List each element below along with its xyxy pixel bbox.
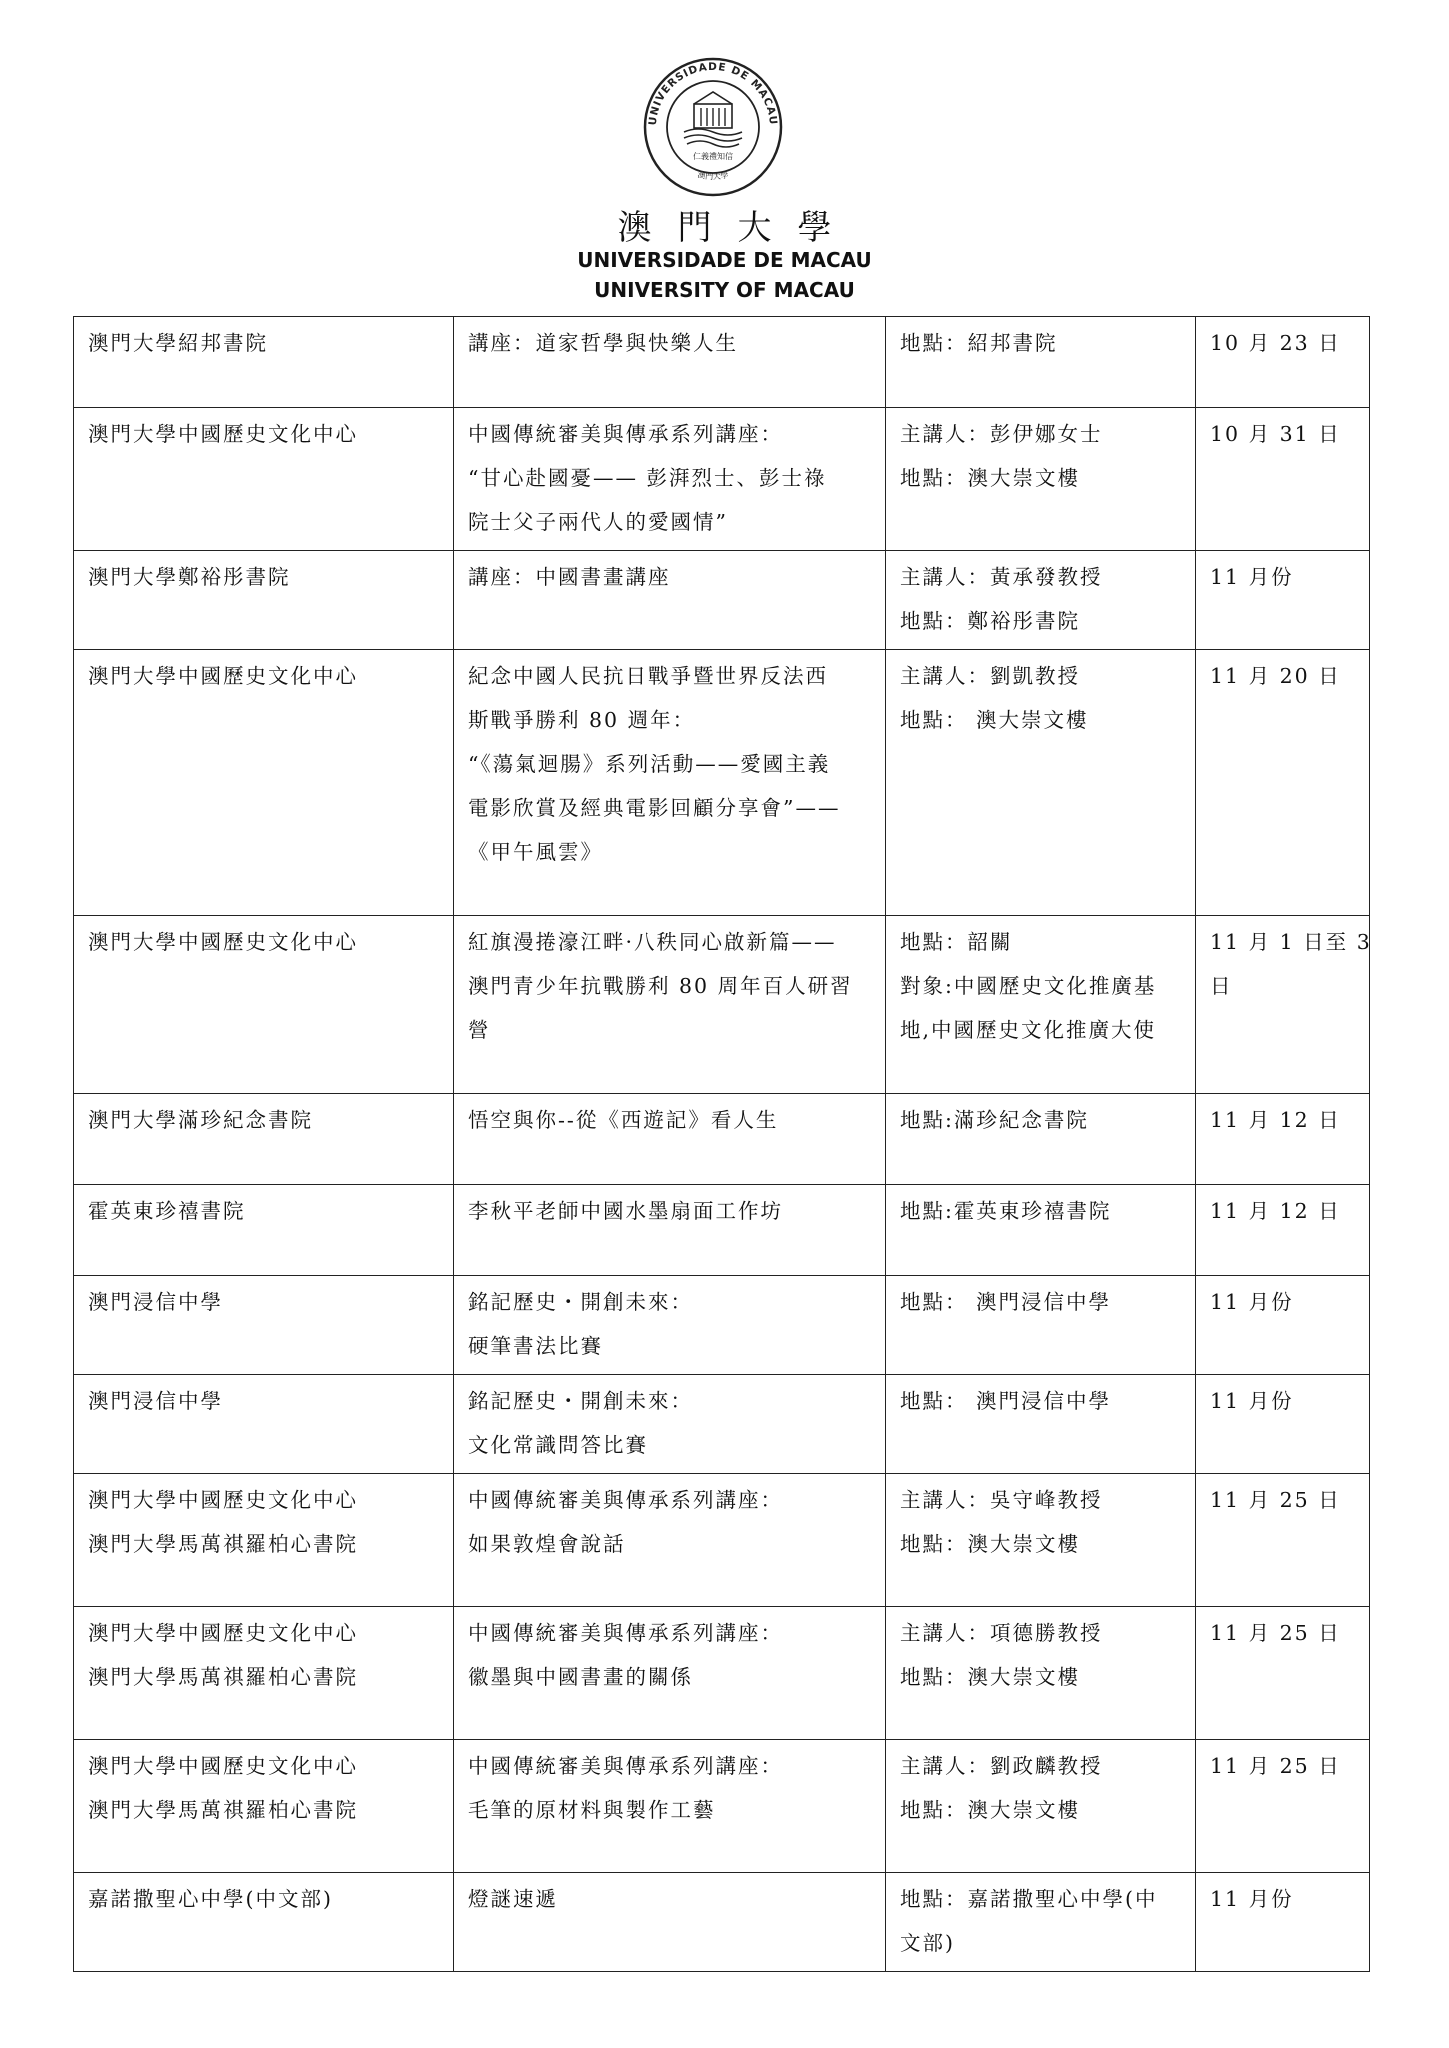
cell-text-line: 中國傳統審美與傳承系列講座： [468,1621,783,1645]
info-cell [886,317,1196,408]
activity-cell [454,916,886,1094]
table-row [74,1375,1370,1474]
organizer-cell [74,408,454,551]
info-cell [886,1474,1196,1607]
cell-text-line: 燈謎速遞 [468,1887,558,1911]
cell-text-line: 主講人：項德勝教授 [900,1621,1103,1645]
cell-text-line: 主講人：劉凱教授 [900,664,1080,688]
cell-text-line: 中國傳統審美與傳承系列講座： [468,1754,783,1778]
cell-text-line: 地點：嘉諾撒聖心中學(中 [900,1887,1158,1911]
info-cell [886,408,1196,551]
activity-cell [454,317,886,408]
activity-cell [454,1740,886,1873]
cell-text-line: 中國傳統審美與傳承系列講座： [468,422,783,446]
cell-text-line: 地點：韶關 [900,930,1013,954]
cell-text-line: 文化常識問答比賽 [468,1433,648,1457]
cell-text-line: 11 月 20 日 [1210,664,1341,688]
cell-text-line: 地點：澳大崇文樓 [900,1665,1080,1689]
cell-text-line: 地點：澳大崇文樓 [900,1532,1080,1556]
cell-text-line: 11 月 12 日 [1210,1108,1341,1132]
date-cell [1196,916,1370,1094]
cell-text-line: 地點:滿珍紀念書院 [900,1108,1089,1132]
cell-text-line: 11 月 12 日 [1210,1199,1341,1223]
table-row [74,1185,1370,1276]
cell-text-line: 悟空與你--從《西遊記》看人生 [468,1108,779,1132]
svg-text:澳門大學: 澳門大學 [696,170,730,182]
cell-text-line: 霍英東珍禧書院 [88,1199,246,1223]
university-name-en: UNIVERSITY OF MACAU [594,278,855,302]
events-table [73,316,1370,1972]
cell-text-line: 澳門大學中國歷史文化中心 [88,1754,358,1778]
cell-text-line: 澳門青少年抗戰勝利 80 周年百人研習 [468,974,853,998]
cell-text-line: 11 月份 [1210,1290,1294,1314]
organizer-cell [74,1375,454,1474]
info-cell [886,1185,1196,1276]
cell-text-line: 《甲午風雲》 [468,840,603,864]
cell-text-line: 徽墨與中國書畫的關係 [468,1665,693,1689]
cell-text-line: 主講人：黃承發教授 [900,565,1103,589]
organizer-cell [74,1607,454,1740]
cell-text-line: 地點:霍英東珍禧書院 [900,1199,1112,1223]
university-name-zh: 澳門大學 [617,208,858,248]
date-cell [1196,1607,1370,1740]
date-cell [1196,650,1370,916]
cell-text-line: 10 月 23 日 [1210,331,1341,355]
activity-cell [454,650,886,916]
activity-cell [454,1873,886,1972]
organizer-cell [74,916,454,1094]
cell-text-line: “《蕩氣迴腸》系列活動——愛國主義 [468,752,831,776]
info-cell [886,650,1196,916]
cell-text-line: 地點：鄭裕彤書院 [900,609,1080,633]
info-cell [886,916,1196,1094]
date-cell [1196,1873,1370,1972]
activity-cell [454,1185,886,1276]
cell-text-line: 紅旗漫捲濠江畔·八秩同心啟新篇—— [468,930,837,954]
cell-text-line: 嘉諾撒聖心中學(中文部) [88,1887,333,1911]
table-row [74,1873,1370,1972]
organizer-cell [74,1185,454,1276]
cell-text-line: 日 [1210,974,1233,998]
organizer-cell [74,317,454,408]
cell-text-line: 主講人：劉政麟教授 [900,1754,1103,1778]
cell-text-line: 澳門大學馬萬祺羅柏心書院 [88,1532,358,1556]
cell-text-line: 講座：中國書畫講座 [468,565,671,589]
info-cell [886,1094,1196,1185]
cell-text-line: 澳門大學紹邦書院 [88,331,268,355]
table-row [74,1276,1370,1375]
svg-text:仁義禮知信: 仁義禮知信 [693,152,733,161]
cell-text-line: 院士父子兩代人的愛國情” [468,510,728,534]
cell-text-line: 地點：澳大崇文樓 [900,466,1080,490]
date-cell [1196,1094,1370,1185]
organizer-cell [74,1276,454,1375]
cell-text-line: 地點： 澳門浸信中學 [900,1389,1112,1413]
info-cell [886,1873,1196,1972]
cell-text-line: 毛筆的原材料與製作工藝 [468,1798,716,1822]
table-row [74,551,1370,650]
info-cell [886,1607,1196,1740]
cell-text-line: 電影欣賞及經典電影回顧分享會”—— [468,796,841,820]
cell-text-line: 如果敦煌會說話 [468,1532,626,1556]
cell-text-line: 澳門大學馬萬祺羅柏心書院 [88,1798,358,1822]
table-row [74,650,1370,916]
university-seal-icon [642,56,784,198]
date-cell [1196,551,1370,650]
date-cell [1196,1474,1370,1607]
info-cell [886,1375,1196,1474]
table-row [74,317,1370,408]
cell-text-line: 紀念中國人民抗日戰爭暨世界反法西 [468,664,828,688]
cell-text-line: 澳門大學滿珍紀念書院 [88,1108,313,1132]
cell-text-line: 主講人：彭伊娜女士 [900,422,1103,446]
cell-text-line: 澳門大學中國歷史文化中心 [88,664,358,688]
activity-cell [454,1276,886,1375]
date-cell [1196,317,1370,408]
cell-text-line: 地點：紹邦書院 [900,331,1058,355]
cell-text-line: 中國傳統審美與傳承系列講座： [468,1488,783,1512]
cell-text-line: 澳門大學中國歷史文化中心 [88,930,358,954]
cell-text-line: 講座：道家哲學與快樂人生 [468,331,738,355]
info-cell [886,1276,1196,1375]
cell-text-line: 澳門大學中國歷史文化中心 [88,1488,358,1512]
cell-text-line: 澳門大學鄭裕彤書院 [88,565,291,589]
cell-text-line: 11 月 25 日 [1210,1621,1341,1645]
activity-cell [454,1094,886,1185]
cell-text-line: 11 月份 [1210,1887,1294,1911]
cell-text-line: 地點：澳大崇文樓 [900,1798,1080,1822]
cell-text-line: 地點： 澳大崇文樓 [900,708,1089,732]
date-cell [1196,408,1370,551]
table-row [74,408,1370,551]
date-cell [1196,1185,1370,1276]
cell-text-line: 李秋平老師中國水墨扇面工作坊 [468,1199,783,1223]
cell-text-line: 11 月份 [1210,565,1294,589]
university-name-pt: UNIVERSIDADE DE MACAU [577,248,872,272]
cell-text-line: 斯戰爭勝利 80 週年： [468,708,696,732]
info-cell [886,1740,1196,1873]
date-cell [1196,1375,1370,1474]
organizer-cell [74,650,454,916]
table-row [74,1607,1370,1740]
organizer-cell [74,1873,454,1972]
cell-text-line: 11 月份 [1210,1389,1294,1413]
cell-text-line: “甘心赴國憂—— 彭湃烈士、彭士祿 [468,466,827,490]
activity-cell [454,551,886,650]
cell-text-line: 11 月 25 日 [1210,1488,1341,1512]
date-cell [1196,1740,1370,1873]
cell-text-line: 11 月 25 日 [1210,1754,1341,1778]
cell-text-line: 澳門浸信中學 [88,1389,223,1413]
table-row [74,916,1370,1094]
cell-text-line: 澳門大學中國歷史文化中心 [88,422,358,446]
organizer-cell [74,1094,454,1185]
table-row [74,1740,1370,1873]
cell-text-line: 11 月 1 日至 3 [1210,930,1372,954]
table-row [74,1474,1370,1607]
activity-cell [454,1607,886,1740]
cell-text-line: 澳門浸信中學 [88,1290,223,1314]
cell-text-line: 硬筆書法比賽 [468,1334,603,1358]
cell-text-line: 地點： 澳門浸信中學 [900,1290,1112,1314]
organizer-cell [74,551,454,650]
cell-text-line: 主講人：吳守峰教授 [900,1488,1103,1512]
activity-cell [454,1474,886,1607]
cell-text-line: 文部) [900,1931,955,1955]
cell-text-line: 銘記歷史・開創未來： [468,1389,693,1413]
cell-text-line: 10 月 31 日 [1210,422,1341,446]
cell-text-line: 對象:中國歷史文化推廣基 [900,974,1157,998]
organizer-cell [74,1474,454,1607]
cell-text-line: 澳門大學中國歷史文化中心 [88,1621,358,1645]
page-header [0,0,1449,316]
cell-text-line: 銘記歷史・開創未來： [468,1290,693,1314]
cell-text-line: 營 [468,1018,491,1042]
activity-cell [454,408,886,551]
cell-text-line: 澳門大學馬萬祺羅柏心書院 [88,1665,358,1689]
organizer-cell [74,1740,454,1873]
activity-cell [454,1375,886,1474]
table-row [74,1094,1370,1185]
date-cell [1196,1276,1370,1375]
svg-text:UNIVERSIDADE DE MACAU: UNIVERSIDADE DE MACAU [646,60,780,126]
info-cell [886,551,1196,650]
cell-text-line: 地,中國歷史文化推廣大使 [900,1018,1157,1042]
